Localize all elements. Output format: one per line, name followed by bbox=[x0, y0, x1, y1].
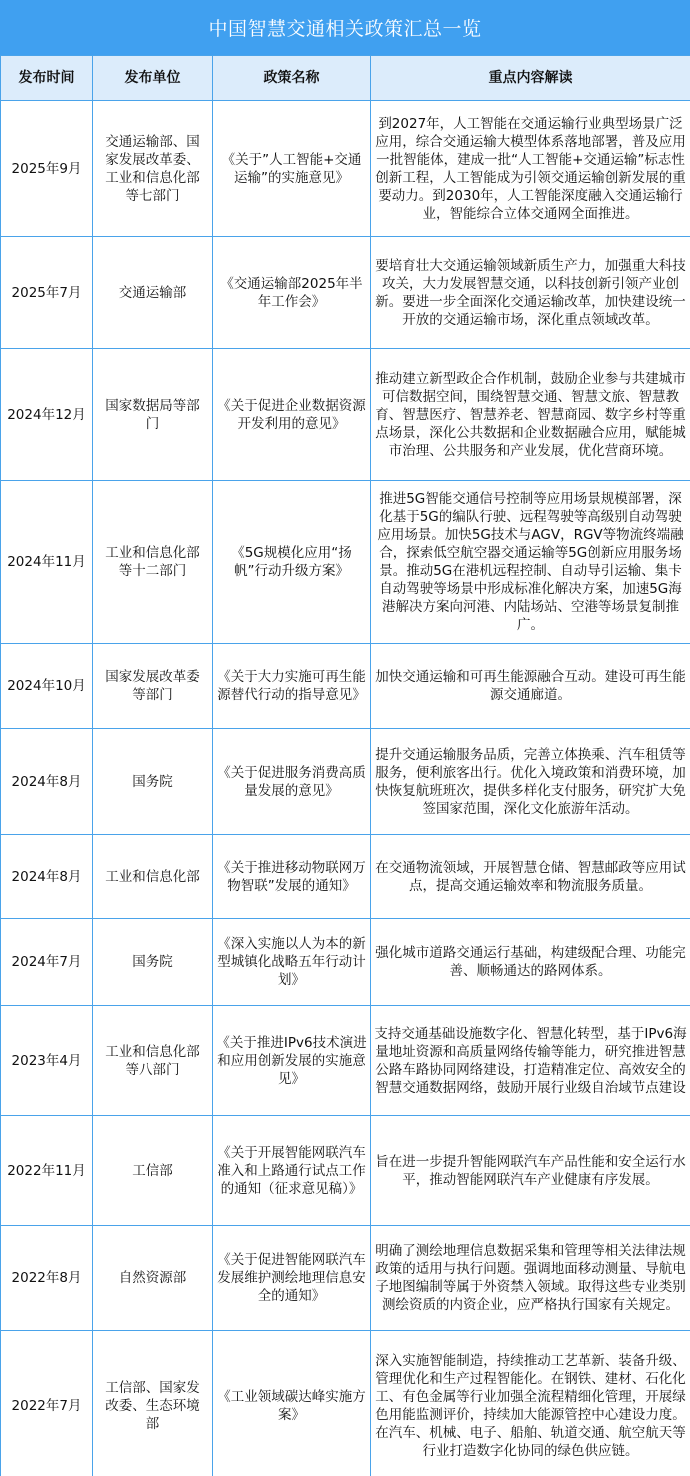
unit-cell: 工业和信息化部等十二部门 bbox=[93, 481, 213, 644]
table-row bbox=[1, 1331, 690, 1476]
policy-cell: 《关于促进企业数据资源开发利用的意见》 bbox=[213, 349, 371, 481]
column-header-date: 发布时间 bbox=[1, 56, 93, 101]
date-cell: 2022年11月 bbox=[1, 1116, 93, 1226]
date-cell: 2024年7月 bbox=[1, 919, 93, 1006]
content-cell: 旨在进一步提升智能网联汽车产品性能和安全运行水平，推动智能网联汽车产业健康有序发展。 bbox=[371, 1116, 690, 1226]
content-cell: 强化城市道路交通运行基础，构建级配合理、功能完善、顺畅通达的路网体系。 bbox=[371, 919, 690, 1006]
policy-cell: 《交通运输部2025年半年工作会》 bbox=[213, 237, 371, 349]
policy-table bbox=[0, 55, 690, 1476]
date-cell: 2024年8月 bbox=[1, 835, 93, 919]
table-row bbox=[1, 1226, 690, 1331]
content-cell: 提升交通运输服务品质，完善立体换乘、汽车租赁等服务，便利旅客出行。优化入境政策和消费环境，加快恢复航班班次，提供多样化支付服务，研究扩大免签国家范围，深化文化旅游年活动。 bbox=[371, 729, 690, 835]
unit-cell: 工信部、国家发改委、生态环境部 bbox=[93, 1331, 213, 1476]
date-cell: 2024年8月 bbox=[1, 729, 93, 835]
content-cell: 要培育壮大交通运输领域新质生产力，加强重大科技攻关，大力发展智慧交通，以科技创新引领产业创新。要进一步全面深化交通运输改革，加快建设统一开放的交通运输市场，深化重点领域改革。 bbox=[371, 237, 690, 349]
date-cell: 2024年11月 bbox=[1, 481, 93, 644]
column-header-policy: 政策名称 bbox=[213, 56, 371, 101]
unit-cell: 工业和信息化部 bbox=[93, 835, 213, 919]
date-cell: 2023年4月 bbox=[1, 1006, 93, 1116]
unit-cell: 交通运输部、国家发展改革委、工业和信息化部等七部门 bbox=[93, 101, 213, 237]
unit-cell: 国家发展改革委等部门 bbox=[93, 644, 213, 729]
policy-cell: 《工业领域碳达峰实施方案》 bbox=[213, 1331, 371, 1476]
table-row bbox=[1, 349, 690, 481]
unit-cell: 自然资源部 bbox=[93, 1226, 213, 1331]
table-row bbox=[1, 1116, 690, 1226]
content-cell: 推动建立新型政企合作机制，鼓励企业参与共建城市可信数据空间，围绕智慧交通、智慧文旅、智慧教育、智慧医疗、智慧养老、智慧商园、数字乡村等重点场景，深化公共数据和企业数据融合应用，赋能城市治理、公共服务和产业发展，优化营商环境。 bbox=[371, 349, 690, 481]
policy-cell: 《5G规模化应用“扬帆”行动升级方案》 bbox=[213, 481, 371, 644]
table-row bbox=[1, 919, 690, 1006]
policy-cell: 《关于开展智能网联汽车准入和上路通行试点工作的通知（征求意见稿）》 bbox=[213, 1116, 371, 1226]
policy-cell: 《深入实施以人为本的新型城镇化战略五年行动计划》 bbox=[213, 919, 371, 1006]
policy-cell: 《关于促进服务消费高质量发展的意见》 bbox=[213, 729, 371, 835]
content-cell: 支持交通基础设施数字化、智慧化转型，基于IPv6海量地址资源和高质量网络传输等能力，研究推进智慧公路车路协同网络建设，打造精准定位、高效安全的智慧交通数据网络，鼓励开展行业级自治域节点建设 bbox=[371, 1006, 690, 1116]
date-cell: 2022年7月 bbox=[1, 1331, 93, 1476]
date-cell: 2024年10月 bbox=[1, 644, 93, 729]
unit-cell: 国家数据局等部门 bbox=[93, 349, 213, 481]
date-cell: 2025年7月 bbox=[1, 237, 93, 349]
policy-cell: 《关于大力实施可再生能源替代行动的指导意见》 bbox=[213, 644, 371, 729]
policy-cell: 《关于推进IPv6技术演进和应用创新发展的实施意见》 bbox=[213, 1006, 371, 1116]
unit-cell: 工业和信息化部等八部门 bbox=[93, 1006, 213, 1116]
content-cell: 到2027年，人工智能在交通运输行业典型场景广泛应用，综合交通运输大模型体系落地部署，普及应用一批智能体，建成一批“人工智能+交通运输”标志性创新工程，人工智能成为引领交通运输创新发展的重要动力。到2030年，人工智能深度融入交通运输行业，智能综合立体交通网全面推进。 bbox=[371, 101, 690, 237]
content-cell: 在交通物流领域，开展智慧仓储、智慧邮政等应用试点，提高交通运输效率和物流服务质量。 bbox=[371, 835, 690, 919]
table-row bbox=[1, 237, 690, 349]
table-row bbox=[1, 1006, 690, 1116]
table-row bbox=[1, 101, 690, 237]
content-cell: 深入实施智能制造，持续推动工艺革新、装备升级、管理优化和生产过程智能化。在钢铁、建材、石化化工、有色金属等行业加强全流程精细化管理，开展绿色用能监测评价，持续加大能源管控中心建设力度。在汽车、机械、电子、船舶、轨道交通、航空航天等行业打造数字化协同的绿色供应链。 bbox=[371, 1331, 690, 1476]
table-row bbox=[1, 729, 690, 835]
table-title: 中国智慧交通相关政策汇总一览 bbox=[0, 0, 690, 55]
unit-cell: 国务院 bbox=[93, 919, 213, 1006]
content-cell: 推进5G智能交通信号控制等应用场景规模部署，深化基于5G的编队行驶、远程驾驶等高级别自动驾驶应用场景。加快5G技术与AGV，RGV等物流终端融合，探索低空航空器交通运输等5G创新应用服务场景。推动5G在港机远程控制、自动导引运输、集卡自动驾驶等场景中形成标准化解决方案，加速5G海港解决方案向河港、内陆场站、空港等场景复制推广。 bbox=[371, 481, 690, 644]
content-cell: 明确了测绘地理信息数据采集和管理等相关法律法规政策的适用与执行问题。强调地面移动测量、导航电子地图编制等属于外资禁入领域。取得这些专业类别测绘资质的内资企业，应严格执行国家有关规定。 bbox=[371, 1226, 690, 1331]
column-header-content: 重点内容解读 bbox=[371, 56, 690, 101]
date-cell: 2022年8月 bbox=[1, 1226, 93, 1331]
unit-cell: 交通运输部 bbox=[93, 237, 213, 349]
date-cell: 2025年9月 bbox=[1, 101, 93, 237]
policy-cell: 《关于促进智能网联汽车发展维护测绘地理信息安全的通知》 bbox=[213, 1226, 371, 1331]
table-row bbox=[1, 644, 690, 729]
policy-cell: 《关于”人工智能+交通运输”的实施意见》 bbox=[213, 101, 371, 237]
policy-cell: 《关于推进移动物联网万物智联”发展的通知》 bbox=[213, 835, 371, 919]
column-header-unit: 发布单位 bbox=[93, 56, 213, 101]
content-cell: 加快交通运输和可再生能源融合互动。建设可再生能源交通廊道。 bbox=[371, 644, 690, 729]
table-row bbox=[1, 835, 690, 919]
table-row bbox=[1, 481, 690, 644]
date-cell: 2024年12月 bbox=[1, 349, 93, 481]
column-header-row bbox=[1, 56, 690, 101]
unit-cell: 工信部 bbox=[93, 1116, 213, 1226]
unit-cell: 国务院 bbox=[93, 729, 213, 835]
